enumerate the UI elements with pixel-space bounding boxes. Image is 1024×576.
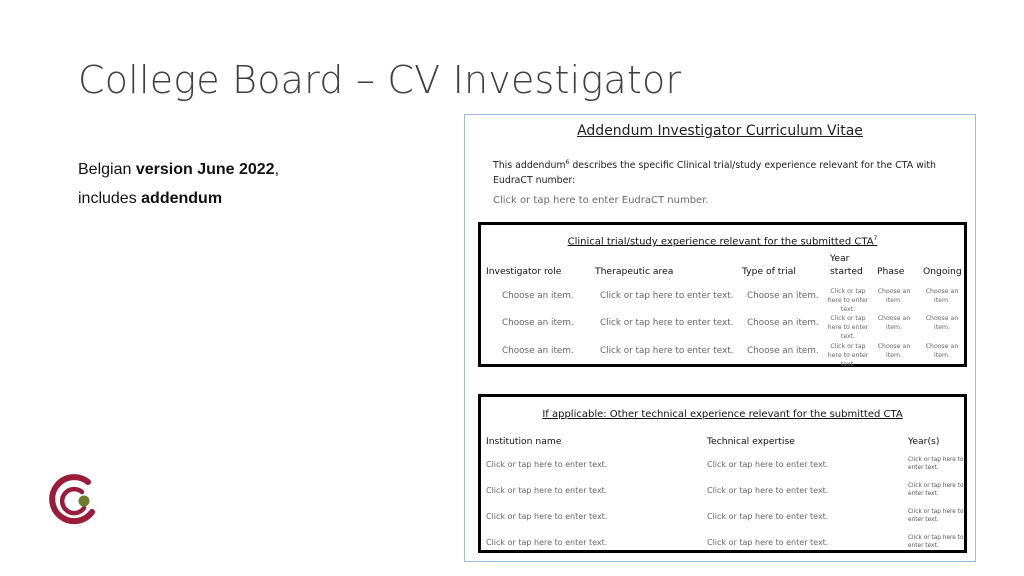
- addendum-line: [78, 190, 222, 208]
- tech-row2-institution[interactable]: Click or tap here to enter text.: [486, 486, 608, 495]
- version-line: [78, 161, 279, 179]
- row3-therapeutic-area[interactable]: Click or tap here to enter text.: [600, 346, 734, 356]
- row2-year-started[interactable]: Click or tap here to enter text.: [827, 315, 869, 340]
- tech-row2-expertise[interactable]: Click or tap here to enter text.: [707, 486, 829, 495]
- logo-icon: [46, 470, 102, 526]
- row1-ongoing[interactable]: Choose an item.: [925, 288, 959, 304]
- page-title: College Board – CV Investigator: [78, 58, 682, 102]
- row1-phase[interactable]: Choose an item.: [877, 288, 911, 304]
- header-investigator-role: Investigator role: [486, 266, 562, 277]
- clinical-experience-table: [478, 222, 967, 367]
- tech-row3-years[interactable]: Click or tap here to enter text.: [908, 509, 964, 523]
- tech-row4-institution[interactable]: Click or tap here to enter text.: [486, 538, 608, 547]
- technical-experience-table: [478, 394, 967, 553]
- tech-row2-years[interactable]: Click or tap here to enter text.: [908, 483, 964, 497]
- technical-table-title: If applicable: Other technical experience relevant for the submitted CTA: [542, 409, 903, 420]
- tech-row3-institution[interactable]: Click or tap here to enter text.: [486, 512, 608, 521]
- header-phase: Phase: [877, 266, 905, 277]
- intro-text-3: EudraCT number:: [493, 175, 576, 187]
- header-years: Year(s): [908, 436, 940, 447]
- addendum-prefix: includes: [78, 190, 142, 207]
- row2-ongoing[interactable]: Choose an item.: [925, 315, 959, 331]
- version-prefix: Belgian: [78, 161, 136, 178]
- eudract-field[interactable]: Click or tap here to enter EudraCT number.: [493, 195, 709, 206]
- row2-investigator-role[interactable]: Choose an item.: [502, 318, 574, 328]
- row3-year-started[interactable]: Click or tap here to enter text.: [827, 343, 869, 368]
- intro-text-1: This addendum: [493, 160, 566, 172]
- header-institution-name: Institution name: [486, 436, 562, 447]
- clinical-table-title: [481, 235, 964, 247]
- doc-heading: Addendum Investigator Curriculum Vitae: [577, 123, 863, 139]
- header-year-started: Year started: [830, 253, 863, 277]
- row2-phase[interactable]: Choose an item.: [877, 315, 911, 331]
- tech-row1-expertise[interactable]: Click or tap here to enter text.: [707, 460, 829, 469]
- version-bold: version June 2022: [135, 161, 275, 178]
- header-technical-expertise: Technical expertise: [707, 436, 795, 447]
- row1-investigator-role[interactable]: Choose an item.: [502, 291, 574, 301]
- row2-type-of-trial[interactable]: Choose an item.: [747, 318, 819, 328]
- version-suffix: ,: [274, 161, 280, 178]
- row3-ongoing[interactable]: Choose an item.: [925, 343, 959, 359]
- row3-type-of-trial[interactable]: Choose an item.: [747, 346, 819, 356]
- intro-text-2: describes the specific Clinical trial/study experience relevant for the CTA with: [569, 160, 936, 172]
- row1-year-started[interactable]: Click or tap here to enter text.: [827, 288, 869, 313]
- addendum-bold: addendum: [141, 190, 223, 207]
- tech-row4-expertise[interactable]: Click or tap here to enter text.: [707, 538, 829, 547]
- clinical-title-text: Clinical trial/study experience relevant for the submitted CTA: [567, 236, 874, 248]
- row1-type-of-trial[interactable]: Choose an item.: [747, 291, 819, 301]
- tech-row1-institution[interactable]: Click or tap here to enter text.: [486, 460, 608, 469]
- header-therapeutic-area: Therapeutic area: [595, 266, 674, 277]
- row3-investigator-role[interactable]: Choose an item.: [502, 346, 574, 356]
- row3-phase[interactable]: Choose an item.: [877, 343, 911, 359]
- header-type-of-trial: Type of trial: [742, 266, 796, 277]
- addendum-document: [464, 114, 976, 562]
- doc-intro: [493, 155, 947, 188]
- tech-row1-years[interactable]: Click or tap here to enter text.: [908, 457, 964, 471]
- tech-row3-expertise[interactable]: Click or tap here to enter text.: [707, 512, 829, 521]
- row2-therapeutic-area[interactable]: Click or tap here to enter text.: [600, 318, 734, 328]
- tech-row4-years[interactable]: Click or tap here to enter text.: [908, 535, 964, 549]
- row1-therapeutic-area[interactable]: Click or tap here to enter text.: [600, 291, 734, 301]
- header-ongoing: Ongoing: [923, 266, 962, 277]
- clinical-title-footnote: 7: [873, 235, 878, 242]
- intro-footnote: 6: [565, 159, 570, 166]
